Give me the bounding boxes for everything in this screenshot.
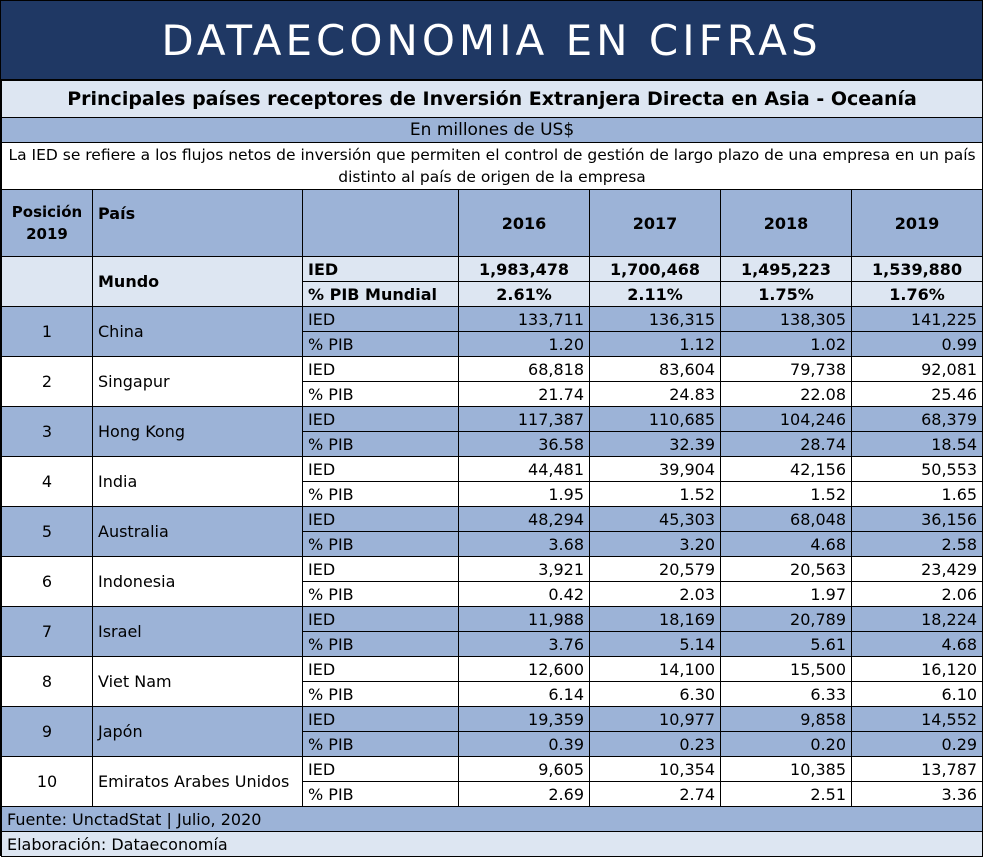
rank-cell: 1 <box>2 307 93 357</box>
pib-value: 24.83 <box>590 382 721 407</box>
world-ied-value: 1,700,468 <box>590 257 721 282</box>
table-row <box>2 757 983 782</box>
country-cell: Hong Kong <box>93 407 303 457</box>
pib-label: % PIB <box>303 582 459 607</box>
ied-value: 14,552 <box>852 707 983 732</box>
pib-value: 0.39 <box>459 732 590 757</box>
banner-title: DATAECONOMIA EN CIFRAS <box>161 15 822 65</box>
ied-value: 18,224 <box>852 607 983 632</box>
rank-cell: 6 <box>2 557 93 607</box>
ied-value: 110,685 <box>590 407 721 432</box>
definition-note: La IED se refiere a los flujos netos de inversión que permiten el control de gestión de largo plazo de una empresa en un país distinto al país de origen de la empresa <box>2 143 983 190</box>
ied-label: IED <box>303 557 459 582</box>
ied-value: 39,904 <box>590 457 721 482</box>
world-ied-label: IED <box>303 257 459 282</box>
banner <box>1 1 982 80</box>
country-cell: Indonesia <box>93 557 303 607</box>
ied-value: 92,081 <box>852 357 983 382</box>
ied-value: 20,789 <box>721 607 852 632</box>
ied-label: IED <box>303 707 459 732</box>
pib-value: 4.68 <box>721 532 852 557</box>
pib-value: 1.02 <box>721 332 852 357</box>
pib-value: 6.10 <box>852 682 983 707</box>
world-ied-row <box>2 257 983 282</box>
source-note: Fuente: UnctadStat | Julio, 2020 <box>2 807 983 832</box>
world-ied-value: 1,539,880 <box>852 257 983 282</box>
ied-value: 136,315 <box>590 307 721 332</box>
ied-label: IED <box>303 657 459 682</box>
ied-value: 68,818 <box>459 357 590 382</box>
world-pib-value: 2.61% <box>459 282 590 307</box>
ied-value: 10,977 <box>590 707 721 732</box>
pib-value: 3.36 <box>852 782 983 807</box>
ied-value: 68,048 <box>721 507 852 532</box>
world-ied-value: 1,495,223 <box>721 257 852 282</box>
ied-label: IED <box>303 407 459 432</box>
ied-value: 9,858 <box>721 707 852 732</box>
ied-label: IED <box>303 607 459 632</box>
table-row <box>2 407 983 432</box>
ied-value: 104,246 <box>721 407 852 432</box>
ied-value: 19,359 <box>459 707 590 732</box>
world-pib-value: 1.76% <box>852 282 983 307</box>
header-year: 2018 <box>721 190 852 257</box>
ied-value: 68,379 <box>852 407 983 432</box>
pib-value: 2.69 <box>459 782 590 807</box>
pib-value: 1.12 <box>590 332 721 357</box>
ied-label: IED <box>303 457 459 482</box>
rank-cell: 10 <box>2 757 93 807</box>
table-subtitle: Principales países receptores de Inversión Extranjera Directa en Asia - Oceanía <box>2 81 983 118</box>
pib-value: 5.14 <box>590 632 721 657</box>
ied-value: 18,169 <box>590 607 721 632</box>
ied-value: 20,563 <box>721 557 852 582</box>
pib-value: 1.52 <box>721 482 852 507</box>
world-rank <box>2 257 93 307</box>
pib-value: 2.51 <box>721 782 852 807</box>
pib-value: 2.03 <box>590 582 721 607</box>
credit-note: Elaboración: Dataeconomía <box>2 832 983 857</box>
pib-value: 0.99 <box>852 332 983 357</box>
pib-value: 18.54 <box>852 432 983 457</box>
header-year: 2016 <box>459 190 590 257</box>
country-cell: Japón <box>93 707 303 757</box>
pib-value: 28.74 <box>721 432 852 457</box>
ied-value: 117,387 <box>459 407 590 432</box>
ied-value: 133,711 <box>459 307 590 332</box>
table-row <box>2 457 983 482</box>
table-row <box>2 507 983 532</box>
rank-cell: 5 <box>2 507 93 557</box>
ied-value: 83,604 <box>590 357 721 382</box>
pib-value: 32.39 <box>590 432 721 457</box>
pib-label: % PIB <box>303 482 459 507</box>
ied-value: 79,738 <box>721 357 852 382</box>
world-name: Mundo <box>93 257 303 307</box>
fdi-table <box>1 80 983 857</box>
pib-value: 6.30 <box>590 682 721 707</box>
header-indicator <box>303 190 459 257</box>
units-label: En millones de US$ <box>2 118 983 143</box>
pib-value: 36.58 <box>459 432 590 457</box>
header-country: País <box>93 190 303 257</box>
pib-label: % PIB <box>303 732 459 757</box>
ied-value: 50,553 <box>852 457 983 482</box>
ied-label: IED <box>303 757 459 782</box>
ied-value: 11,988 <box>459 607 590 632</box>
rank-cell: 2 <box>2 357 93 407</box>
pib-value: 0.23 <box>590 732 721 757</box>
rank-cell: 8 <box>2 657 93 707</box>
table-row <box>2 307 983 332</box>
ied-value: 138,305 <box>721 307 852 332</box>
ied-value: 20,579 <box>590 557 721 582</box>
country-cell: Singapur <box>93 357 303 407</box>
ied-value: 16,120 <box>852 657 983 682</box>
pib-value: 3.68 <box>459 532 590 557</box>
ied-label: IED <box>303 307 459 332</box>
ied-value: 3,921 <box>459 557 590 582</box>
pib-value: 1.20 <box>459 332 590 357</box>
country-cell: Australia <box>93 507 303 557</box>
rank-cell: 7 <box>2 607 93 657</box>
ied-value: 141,225 <box>852 307 983 332</box>
pib-value: 6.33 <box>721 682 852 707</box>
country-cell: Israel <box>93 607 303 657</box>
ied-value: 12,600 <box>459 657 590 682</box>
pib-value: 2.58 <box>852 532 983 557</box>
table-row <box>2 607 983 632</box>
country-cell: Emiratos Arabes Unidos <box>93 757 303 807</box>
world-pib-label: % PIB Mundial <box>303 282 459 307</box>
pib-value: 2.06 <box>852 582 983 607</box>
ied-value: 9,605 <box>459 757 590 782</box>
rank-cell: 4 <box>2 457 93 507</box>
world-pib-value: 2.11% <box>590 282 721 307</box>
world-pib-value: 1.75% <box>721 282 852 307</box>
pib-value: 1.65 <box>852 482 983 507</box>
pib-value: 5.61 <box>721 632 852 657</box>
pib-value: 1.52 <box>590 482 721 507</box>
pib-value: 1.97 <box>721 582 852 607</box>
world-ied-value: 1,983,478 <box>459 257 590 282</box>
table-row <box>2 557 983 582</box>
pib-value: 3.20 <box>590 532 721 557</box>
pib-value: 0.20 <box>721 732 852 757</box>
pib-label: % PIB <box>303 532 459 557</box>
ied-value: 44,481 <box>459 457 590 482</box>
table-row <box>2 357 983 382</box>
ied-value: 36,156 <box>852 507 983 532</box>
pib-value: 25.46 <box>852 382 983 407</box>
ied-value: 42,156 <box>721 457 852 482</box>
pib-label: % PIB <box>303 682 459 707</box>
ied-value: 15,500 <box>721 657 852 682</box>
ied-label: IED <box>303 357 459 382</box>
pib-label: % PIB <box>303 432 459 457</box>
ied-value: 10,385 <box>721 757 852 782</box>
rank-cell: 9 <box>2 707 93 757</box>
ied-value: 48,294 <box>459 507 590 532</box>
header-year: 2019 <box>852 190 983 257</box>
pib-label: % PIB <box>303 382 459 407</box>
ied-label: IED <box>303 507 459 532</box>
pib-label: % PIB <box>303 632 459 657</box>
ied-value: 10,354 <box>590 757 721 782</box>
ied-value: 14,100 <box>590 657 721 682</box>
pib-value: 1.95 <box>459 482 590 507</box>
pib-value: 0.29 <box>852 732 983 757</box>
pib-label: % PIB <box>303 332 459 357</box>
country-cell: China <box>93 307 303 357</box>
ied-value: 13,787 <box>852 757 983 782</box>
pib-value: 4.68 <box>852 632 983 657</box>
pib-value: 22.08 <box>721 382 852 407</box>
rank-cell: 3 <box>2 407 93 457</box>
pib-value: 6.14 <box>459 682 590 707</box>
country-cell: Viet Nam <box>93 657 303 707</box>
header-year: 2017 <box>590 190 721 257</box>
country-cell: India <box>93 457 303 507</box>
header-row <box>2 190 983 257</box>
pib-value: 2.74 <box>590 782 721 807</box>
pib-value: 3.76 <box>459 632 590 657</box>
pib-value: 0.42 <box>459 582 590 607</box>
header-position: Posición 2019 <box>2 190 93 257</box>
pib-label: % PIB <box>303 782 459 807</box>
ied-value: 45,303 <box>590 507 721 532</box>
table-row <box>2 707 983 732</box>
ied-value: 23,429 <box>852 557 983 582</box>
table-row <box>2 657 983 682</box>
pib-value: 21.74 <box>459 382 590 407</box>
